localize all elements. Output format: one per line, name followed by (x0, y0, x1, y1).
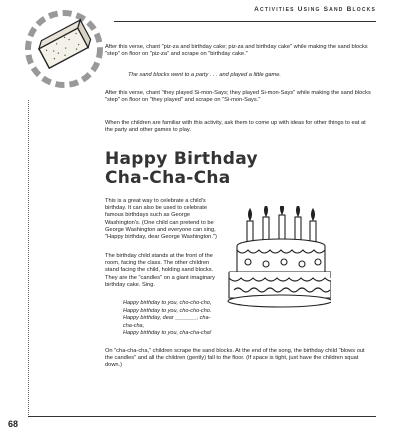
song-line: cha-cha, (123, 322, 145, 329)
section-title-line2: Cha-Cha-Cha (105, 168, 231, 188)
running-header: Activities Using Sand Blocks (254, 6, 376, 13)
song-lyrics (123, 300, 211, 338)
song-line: Happy birthday to you, cho-cho-cho, (123, 300, 212, 306)
paragraph-celebrate-birthday: This is a great way to celebrate a child's birthday. It can also be used to celebrate famous birthdays such as George Washington's. (One child can pretend to be George Washington and everyone can sing, "Happy birthday, dear George Washington.") (105, 198, 217, 241)
song-line: Happy birthday to you, cho-cho-cho. (123, 307, 212, 314)
section-title (105, 150, 258, 188)
sand-block-icon (24, 9, 104, 89)
birthday-cake-icon (226, 206, 331, 318)
song-line: Happy birthday, dear _______, cha- (123, 315, 211, 321)
paragraph-closing: On "cha-cha-cha," children scrape the sand blocks. At the end of the song, the birthday child "blows out the candles" and all the children (gently) fall to the floor. (If space is tight, just have the children squat down.) (105, 348, 365, 369)
candle-icon (247, 209, 253, 243)
bottom-divider (28, 416, 376, 417)
verse-party-game: The sand blocks went to a party . . . and played a little game. (128, 72, 282, 78)
paragraph-pizza-chant: After this verse, chant "piz-za and birthday cake; piz-za and birthday cake" while making the sand blocks "step" on floor on "piz-za" and scrape on "birthday cake." (105, 44, 368, 58)
top-divider (114, 21, 376, 22)
margin-dotted-rule (28, 100, 29, 417)
paragraph-extension-ideas: When the children are familiar with this activity, ask them to come up with ideas for other things to eat at the party and other games to play. (105, 120, 366, 134)
page-number: 68 (8, 419, 19, 429)
paragraph-instructions: The birthday child stands at the front of the room, facing the class. The other children stand facing the child, holding sand blocks. They are the "candles" on a giant imaginary birthday cake. Sing. (105, 253, 215, 288)
song-line: Happy birthday to you, cha-cha-cha! (123, 330, 212, 336)
section-title-line1: Happy Birthday (105, 149, 258, 169)
paragraph-simon-says-chant: After this verse, chant "they played Si-mon-Says; they played Si-mon-Says" while making the sand blocks "step" on floor on "they played" and scrape on "Si-mon-Says." (105, 90, 371, 104)
